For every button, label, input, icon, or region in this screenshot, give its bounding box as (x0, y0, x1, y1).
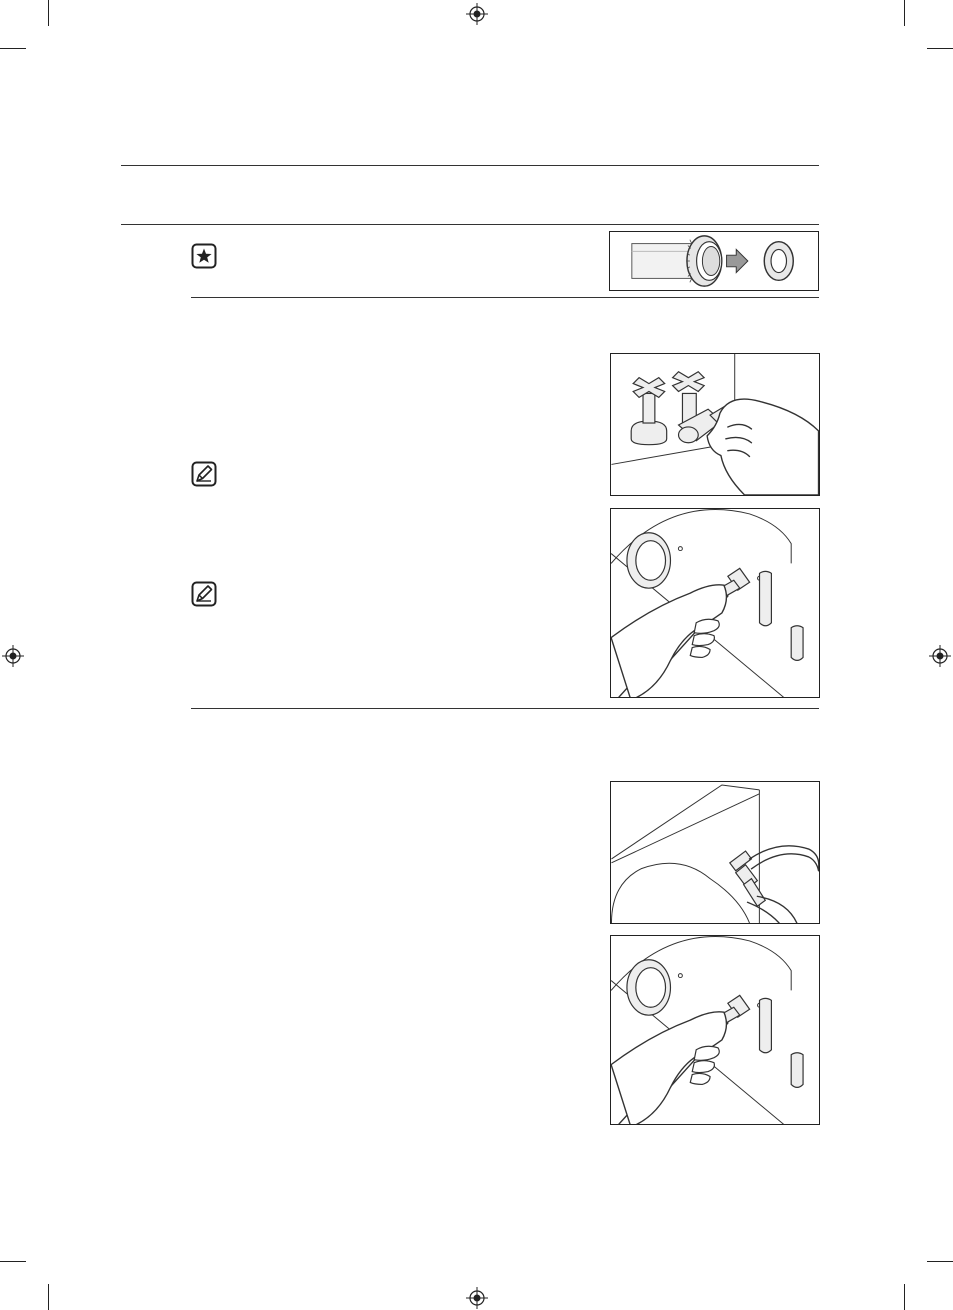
header-rule-top (121, 165, 819, 166)
registration-mark-icon (929, 645, 951, 667)
crop-mark-top-left-h (0, 48, 26, 49)
header-rule-bottom (121, 224, 819, 225)
registration-mark-icon (466, 3, 488, 25)
section-divider-1 (191, 297, 819, 298)
figure-inlet-connect-1 (610, 508, 820, 698)
pencil-note-icon (191, 581, 217, 607)
crop-mark-bottom-right-h (927, 1261, 953, 1262)
figure-tap-connect (610, 353, 820, 496)
crop-mark-bottom-right-v (904, 1284, 905, 1310)
star-caution-icon (191, 243, 217, 269)
crop-mark-bottom-left-v (48, 1284, 49, 1310)
section-divider-2 (191, 708, 819, 709)
figure-inlet-connect-2 (610, 935, 820, 1125)
crop-mark-top-right-v (904, 0, 905, 26)
pencil-note-icon (191, 461, 217, 487)
registration-mark-icon (2, 645, 24, 667)
registration-mark-icon (466, 1287, 488, 1309)
crop-mark-top-right-h (927, 48, 953, 49)
figure-hose-attached (610, 781, 820, 924)
crop-mark-bottom-left-h (0, 1261, 26, 1262)
figure-hose-washer (609, 231, 819, 291)
crop-mark-top-left-v (48, 0, 49, 26)
